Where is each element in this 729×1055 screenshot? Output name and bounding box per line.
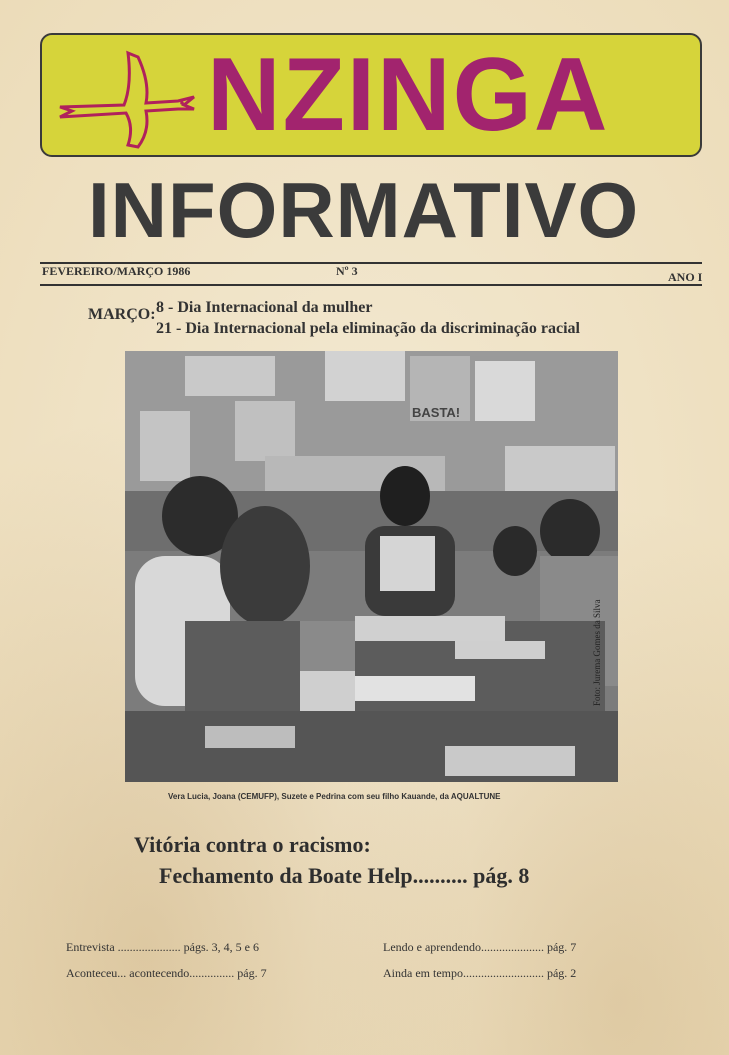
photo-credit: Foto: Jurema Gomes da Silva: [592, 599, 602, 706]
headline-line-2: Fechamento da Boate Help.......... pág. 8: [159, 863, 530, 888]
masthead-title: NZINGA: [207, 37, 610, 153]
issue-year: ANO I: [668, 270, 703, 284]
cover-photo: [125, 351, 618, 782]
photo-caption: Vera Lucia, Joana (CEMUFP), Suzete e Pedrina com seu filho Kauande, da AQUALTUNE: [168, 792, 501, 801]
toc-entry: Aconteceu... acontecendo............... pág. 7: [66, 966, 267, 980]
march-heading: MARÇO:: [88, 306, 156, 323]
publication-subtitle: INFORMATIVO: [88, 166, 640, 254]
toc-entry: Entrevista ..................... págs. 3, 4, 5 e 6: [66, 940, 259, 954]
poster-text: BASTA!: [412, 405, 461, 420]
masthead: [40, 33, 702, 157]
march-event-1: 8 - Dia Internacional da mulher: [156, 299, 373, 316]
issue-number: Nº 3: [336, 264, 358, 278]
headline-line-1: Vitória contra o racismo:: [134, 832, 371, 857]
march-event-2: 21 - Dia Internacional pela eliminação da discriminação racial: [156, 320, 580, 337]
bird-icon: [54, 45, 204, 150]
toc-entry: Ainda em tempo........................... pág. 2: [383, 966, 577, 980]
bottom-divider: [40, 284, 702, 286]
issue-date: FEVEREIRO/MARÇO 1986: [42, 264, 191, 278]
toc-entry: Lendo e aprendendo..................... pág. 7: [383, 940, 577, 954]
